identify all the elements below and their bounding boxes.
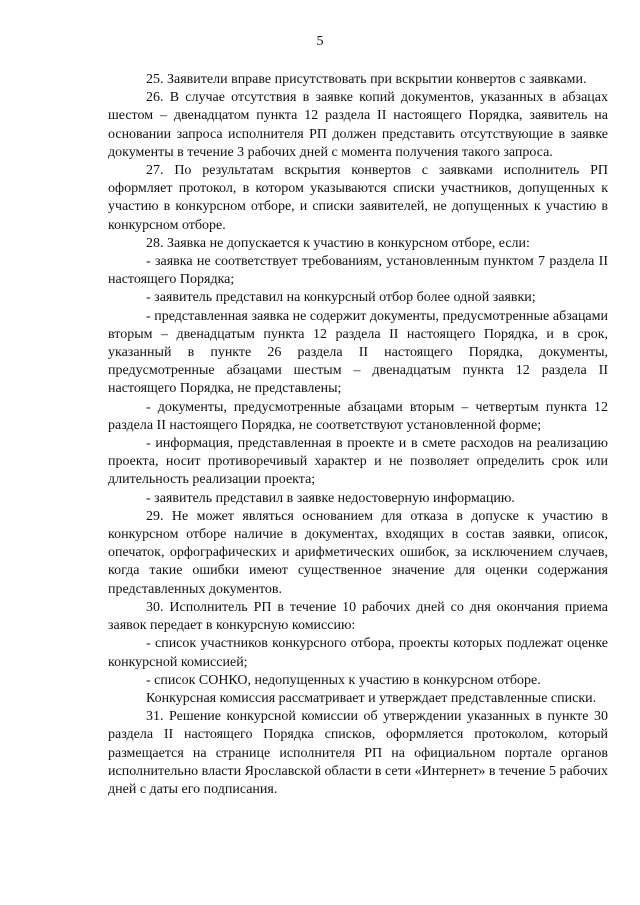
paragraph: 30. Исполнитель РП в течение 10 рабочих дней со дня окончания приема заявок передает в конкурсную комиссию: [108,599,608,634]
paragraph: - информация, представленная в проекте и в смете расходов на реализацию проекта, носит противоречивый характер и не позволяет определить срок или длительность реализации проекта; [108,436,608,488]
paragraph: 31. Решение конкурсной комиссии об утверждении указанных в пункте 30 раздела II настоящего Порядка списков, оформляется протоколом, который размещается на странице исполнителя РП на официальном портале органов исполнительно власти Ярославской области в сети «Интернет» в течение 5 рабочих дней с даты его подписания. [108,709,608,797]
paragraph: - список СОНКО, недопущенных к участию в конкурсном отборе. [146,672,541,688]
paragraph: 28. Заявка не допускается к участию в конкурсном отборе, если: [146,235,530,251]
page-number: 5 [316,34,324,49]
paragraph: 29. Не может являться основанием для отказа в допуске к участию в конкурсном отборе наличие в документах, входящих в состав заявки, описок, опечаток, орфографических и арифметических ошибок, за исключением случаев, когда такие ошибки имеют существенное значение для оценки содержания представленных документов. [108,508,608,597]
document-body [108,71,608,799]
paragraph: 26. В случае отсутствия в заявке копий документов, указанных в абзацах шестом – двенадцатом пункта 12 раздела II настоящего Порядка, заявитель на основании запроса исполнителя РП должен представить отсутствующие в заявке документы в течение 3 рабочих дней с момента получения такого запроса. [108,90,608,160]
paragraph: Конкурсная комиссия рассматривает и утверждает представленные списки. [146,690,597,706]
paragraph: - список участников конкурсного отбора, проекты которых подлежат оценке конкурсной комиссией; [108,636,608,670]
paragraph: 25. Заявители вправе присутствовать при вскрытии конвертов с заявками. [146,72,587,87]
paragraph: - заявитель представил в заявке недостоверную информацию. [146,490,515,506]
paragraph: - заявитель представил на конкурсный отбор более одной заявки; [146,290,536,306]
paragraph: - представленная заявка не содержит документы, предусмотренные абзацами вторым – двенадцатым пункта 12 раздела II настоящего Порядка, и в срок, указанный в пункте 26 раздела II настоящего Порядка, документы, предусмотренные абзацами шестым – двенадцатым пункта 12 раздела II настоящего Порядка, не представлены; [108,308,608,397]
paragraph: - документы, предусмотренные абзацами вторым – четвертым пункта 12 раздела II настоящего Порядка, не соответствуют установленной форме; [108,399,608,433]
paragraph: - заявка не соответствует требованиям, установленным пунктом 7 раздела II настоящего Порядка; [108,254,608,288]
paragraph: 27. По результатам вскрытия конвертов с заявками исполнитель РП оформляет протокол, в котором указываются списки участников, допущенных к участию в конкурсном отборе, и списки заявителей, не допущенных к участию в конкурсном отборе. [108,163,608,233]
